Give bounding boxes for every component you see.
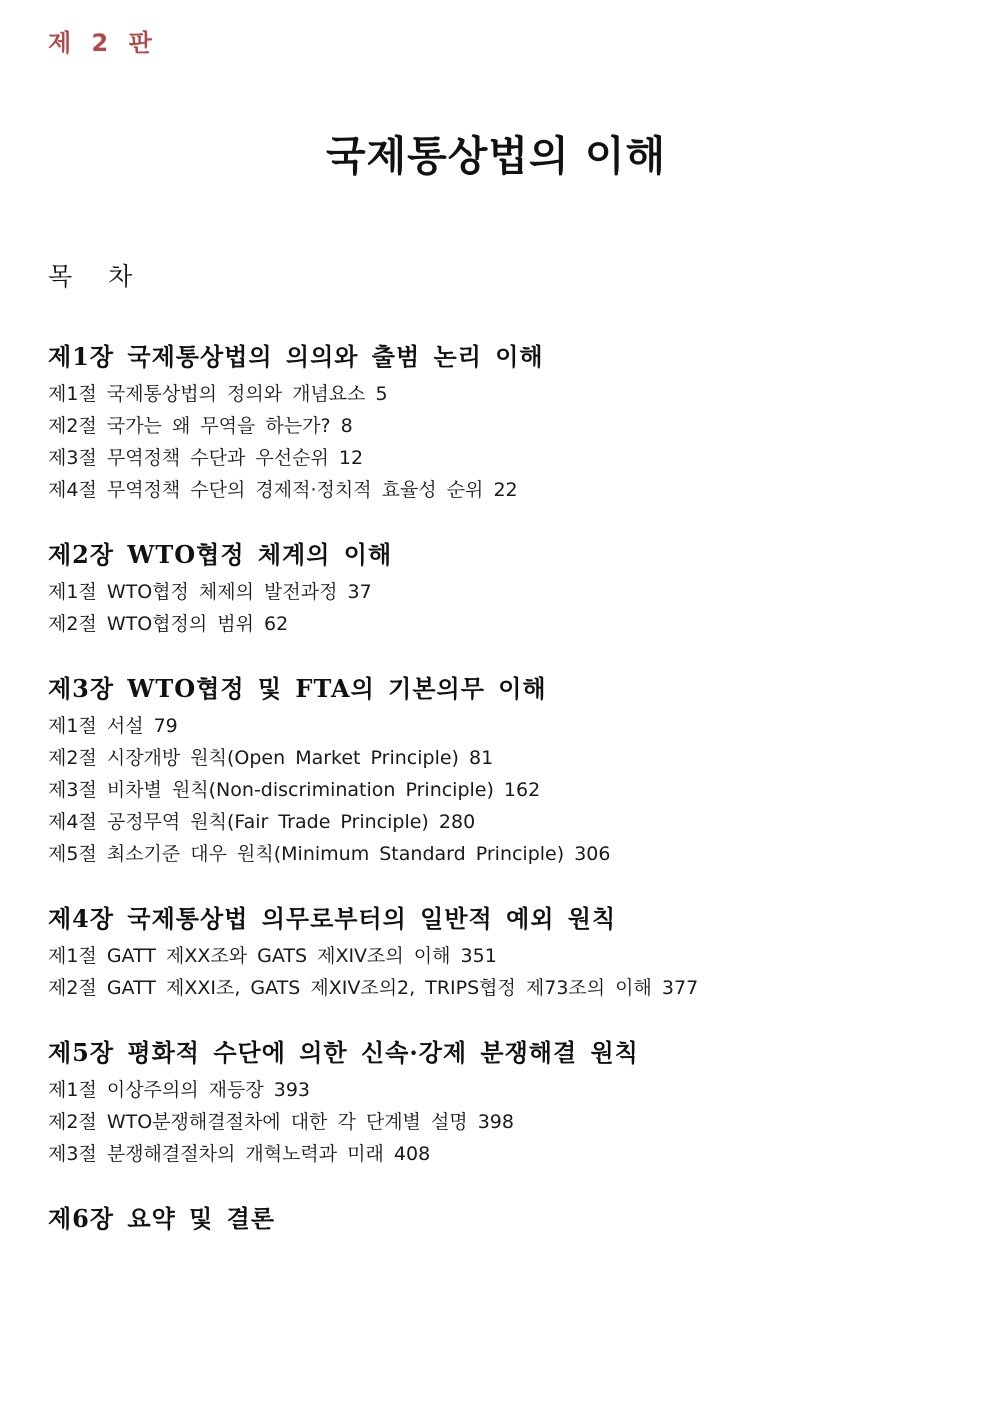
edition-label: 제 2 판 [48, 29, 158, 57]
section-entry: 제5절 최소기준 대우 원칙(Minimum Standard Principle) 306 [48, 843, 611, 865]
chapter-3 [48, 670, 948, 870]
chapter-title: 제6장 요약 및 결론 [48, 1204, 276, 1233]
section-entry: 제3절 분쟁해결절차의 개혁노력과 미래 408 [48, 1143, 431, 1165]
chapter-6 [48, 1200, 948, 1238]
chapter-title: 제5장 평화적 수단에 의한 신속·강제 분쟁해결 원칙 [48, 1038, 639, 1067]
section-entry: 제2절 WTO분쟁해결절차에 대한 각 단계별 설명 398 [48, 1111, 514, 1133]
chapter-5 [48, 1034, 948, 1170]
section-entry: 제3절 무역정책 수단과 우선순위 12 [48, 447, 364, 469]
chapter-title: 제4장 국제통상법 의무로부터의 일반적 예외 원칙 [48, 904, 617, 933]
toc-heading: 목 차 [48, 262, 147, 291]
section-entry: 제4절 무역정책 수단의 경제적·정치적 효율성 순위 22 [48, 479, 518, 501]
table-of-contents [48, 338, 948, 1268]
section-entry: 제1절 이상주의의 재등장 393 [48, 1079, 311, 1101]
chapter-2 [48, 536, 948, 640]
chapter-title: 제2장 WTO협정 체계의 이해 [48, 540, 393, 569]
book-title: 국제통상법의 이해 [325, 132, 667, 180]
section-entry: 제4절 공정무역 원칙(Fair Trade Principle) 280 [48, 811, 476, 833]
chapter-title: 제3장 WTO협정 및 FTA의 기본의무 이해 [48, 674, 547, 703]
chapter-4 [48, 900, 948, 1004]
section-entry: 제2절 국가는 왜 무역을 하는가? 8 [48, 415, 353, 437]
section-entry: 제2절 시장개방 원칙(Open Market Principle) 81 [48, 747, 494, 769]
section-entry: 제2절 GATT 제XXI조, GATS 제XIV조의2, TRIPS협정 제73조의 이해 377 [48, 977, 699, 999]
section-entry: 제1절 국제통상법의 정의와 개념요소 5 [48, 383, 388, 405]
section-entry: 제1절 GATT 제XX조와 GATS 제XIV조의 이해 351 [48, 945, 497, 967]
chapter-1 [48, 338, 948, 506]
section-entry: 제1절 서설 79 [48, 715, 178, 737]
section-entry: 제3절 비차별 원칙(Non-discrimination Principle) 162 [48, 779, 541, 801]
section-entry: 제2절 WTO협정의 범위 62 [48, 613, 289, 635]
chapter-title: 제1장 국제통상법의 의의와 출범 논리 이해 [48, 342, 544, 371]
section-entry: 제1절 WTO협정 체제의 발전과정 37 [48, 581, 372, 603]
